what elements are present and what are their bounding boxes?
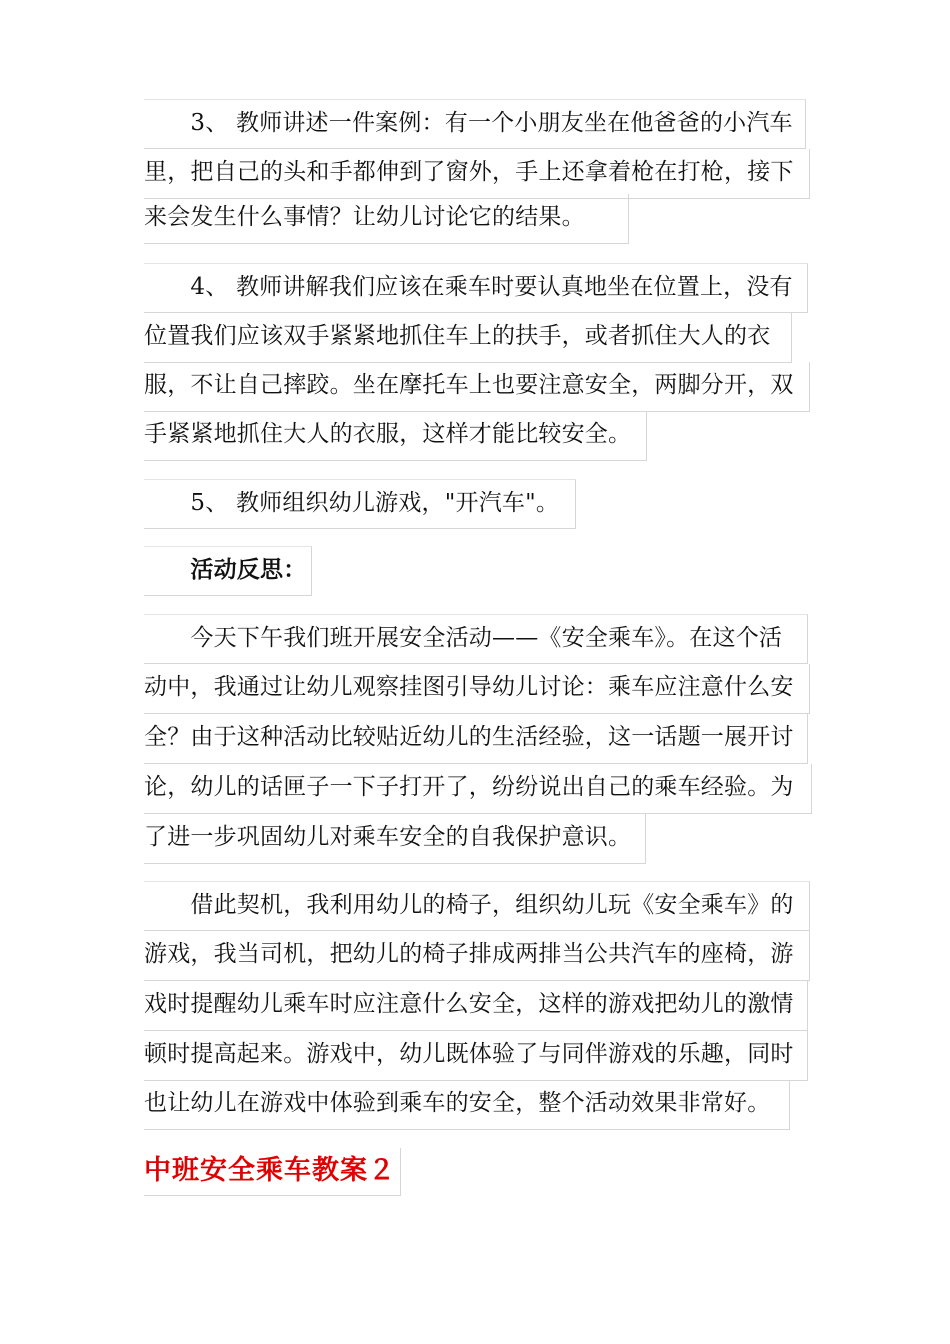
text-line: 借此契机，我利用幼儿的椅子，组织幼儿玩《安全乘车》的	[144, 881, 810, 931]
text-line: 顿时提高起来。游戏中，幼儿既体验了与同伴游戏的乐趣，同时	[144, 1031, 808, 1081]
text-line: 4、 教师讲解我们应该在乘车时要认真地坐在位置上，没有	[144, 263, 808, 313]
text-line: 戏时提醒幼儿乘车时应注意什么安全，这样的游戏把幼儿的激情	[144, 981, 808, 1031]
text-line: 位置我们应该双手紧紧地抓住车上的扶手，或者抓住大人的衣	[144, 313, 792, 363]
text-line: 里，把自己的头和手都伸到了窗外，手上还拿着枪在打枪，接下	[144, 149, 810, 199]
text-line: 手紧紧地抓住大人的衣服，这样才能比较安全。	[144, 411, 647, 461]
text-line: 今天下午我们班开展安全活动——《安全乘车》。在这个活	[144, 614, 808, 664]
text-line: 全？由于这种活动比较贴近幼儿的生活经验，这一话题一展开讨	[144, 714, 808, 764]
text-line: 5、 教师组织幼儿游戏，"开汽车"。	[144, 479, 576, 529]
text-line: 服，不让自己摔跤。坐在摩托车上也要注意安全，两脚分开，双	[144, 362, 810, 412]
text-line: 了进一步巩固幼儿对乘车安全的自我保护意识。	[144, 814, 646, 864]
text-line: 来会发生什么事情？让幼儿讨论它的结果。	[144, 194, 629, 244]
text-line: 也让幼儿在游戏中体验到乘车的安全，整个活动效果非常好。	[144, 1080, 790, 1130]
text-line: 动中，我通过让幼儿观察挂图引导幼儿讨论：乘车应注意什么安	[144, 664, 810, 714]
text-line: 3、 教师讲述一件案例：有一个小朋友坐在他爸爸的小汽车	[144, 99, 806, 149]
subheading: 活动反思：	[144, 546, 312, 596]
text-line: 游戏，我当司机，把幼儿的椅子排成两排当公共汽车的座椅，游	[144, 931, 810, 981]
text-line: 论，幼儿的话匣子一下子打开了，纷纷说出自己的乘车经验。为	[144, 764, 812, 814]
section-heading: 中班安全乘车教案２	[144, 1148, 401, 1196]
